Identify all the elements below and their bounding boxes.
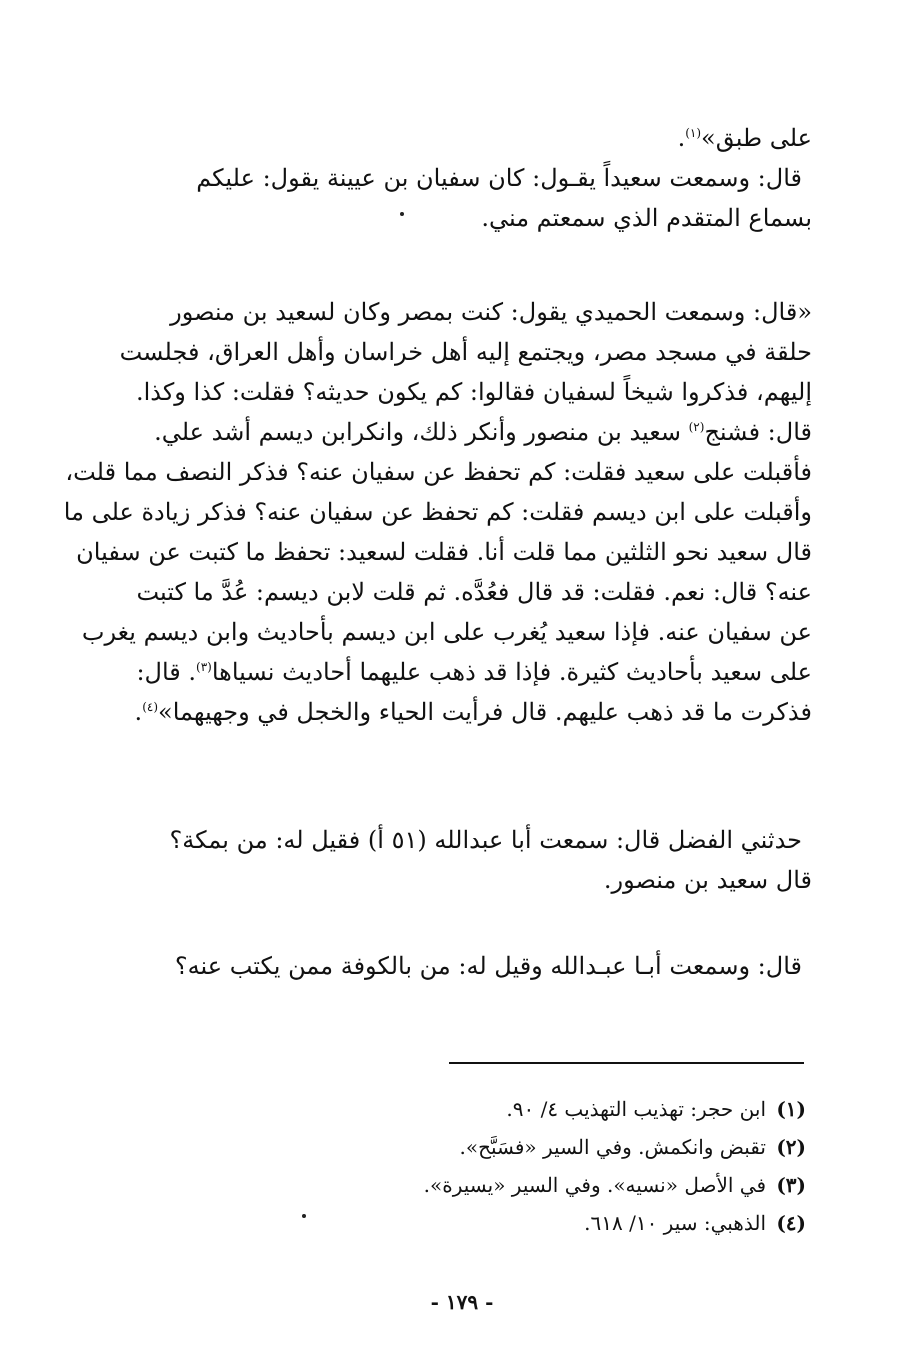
footnote-ref[interactable]: (٣) (196, 660, 212, 674)
footnote-ref[interactable]: (٢) (688, 420, 705, 434)
text-line: حلقة في مسجد مصر، ويجتمع إليه أهل خراسان وأهل العراق، فجلست (119, 338, 812, 366)
scan-speck (400, 212, 404, 216)
paragraph-1 (112, 118, 812, 238)
footnote-item: (٣)في الأصل «نسيه». وفي السير «يسيرة». (423, 1173, 806, 1197)
footnote-divider (449, 1062, 804, 1064)
footnote-item: (١)ابن حجر: تهذيب التهذيب ٤/ ٩٠. (506, 1097, 806, 1121)
page-number: - ١٧٩ - (430, 1290, 494, 1314)
text-line: إليهم، فذكروا شيخاً لسفيان فقالوا: كم يكون حديثه؟ فقلت: كذا وكذا. (135, 378, 812, 406)
text-line: قال: وسمعت أبـا عبـدالله وقيل له: من بالكوفة ممن يكتب عنه؟ (174, 952, 802, 980)
text-line: حدثني الفضل قال: سمعت أبا عبدالله (٥١ أ) فقيل له: من بمكة؟ (169, 826, 802, 854)
text-line: على طبق»$^{(١)}$. (677, 124, 812, 152)
text-line: فأقبلت على سعيد فقلت: كم تحفظ عن سفيان عنه؟ فذكر النصف مما قلت، (65, 458, 812, 486)
footnote-item: (٢)تقبض وانكمش. وفي السير «فسَبَّح». (459, 1135, 806, 1159)
paragraph-3 (112, 820, 812, 900)
text-line: وأقبلت على ابن ديسم فقلت: كم تحفظ عن سفيان عنه؟ فذكر زيادة على ما (63, 498, 812, 526)
footnotes (386, 1090, 806, 1242)
text-line: قال سعيد بن منصور. (603, 866, 812, 894)
footnote-ref[interactable]: (٤) (142, 700, 159, 714)
text-line: عن سفيان عنه. فإذا سعيد يُغرب على ابن ديسم بأحاديث وابن ديسم يغرب (81, 618, 812, 646)
text-line: بسماع المتقدم الذي سمعتم مني. (481, 204, 812, 232)
text-line: «قال: وسمعت الحميدي يقول: كنت بمصر وكان لسعيد بن منصور (170, 298, 812, 326)
paragraph-2 (63, 292, 812, 732)
paragraph-4 (112, 946, 812, 986)
text-line: عنه؟ قال: نعم. فقلت: قد قال فعُدَّه. ثم قلت لابن ديسم: عُدَّ ما كتبت (136, 578, 812, 606)
text-line: قال: فشنج$^{(٢)}$ سعيد بن منصور وأنكر ذلك، وانكرابن ديسم أشد علي. (154, 418, 812, 446)
footnote-item: (٤)الذهبي: سير ١٠/ ٦١٨. (584, 1211, 806, 1235)
text-line: قال سعيد نحو الثلثين مما قلت أنا. فقلت لسعيد: تحفظ ما كتبت عن سفيان (76, 538, 812, 566)
text-line: على سعيد بأحاديث كثيرة. فإذا قد ذهب عليهما أحاديث نسياها$^{(٣)}$. قال: (136, 658, 812, 686)
footnote-ref[interactable]: (١) (685, 126, 702, 140)
text-line: قال: وسمعت سعيداً يقـول: كان سفيان بن عيينة يقول: عليكم (196, 164, 802, 192)
scan-speck (302, 1214, 306, 1218)
text-line: فذكرت ما قد ذهب عليهم. قال فرأيت الحياء والخجل في وجهيهما»$^{(٤)}$. (134, 698, 812, 726)
